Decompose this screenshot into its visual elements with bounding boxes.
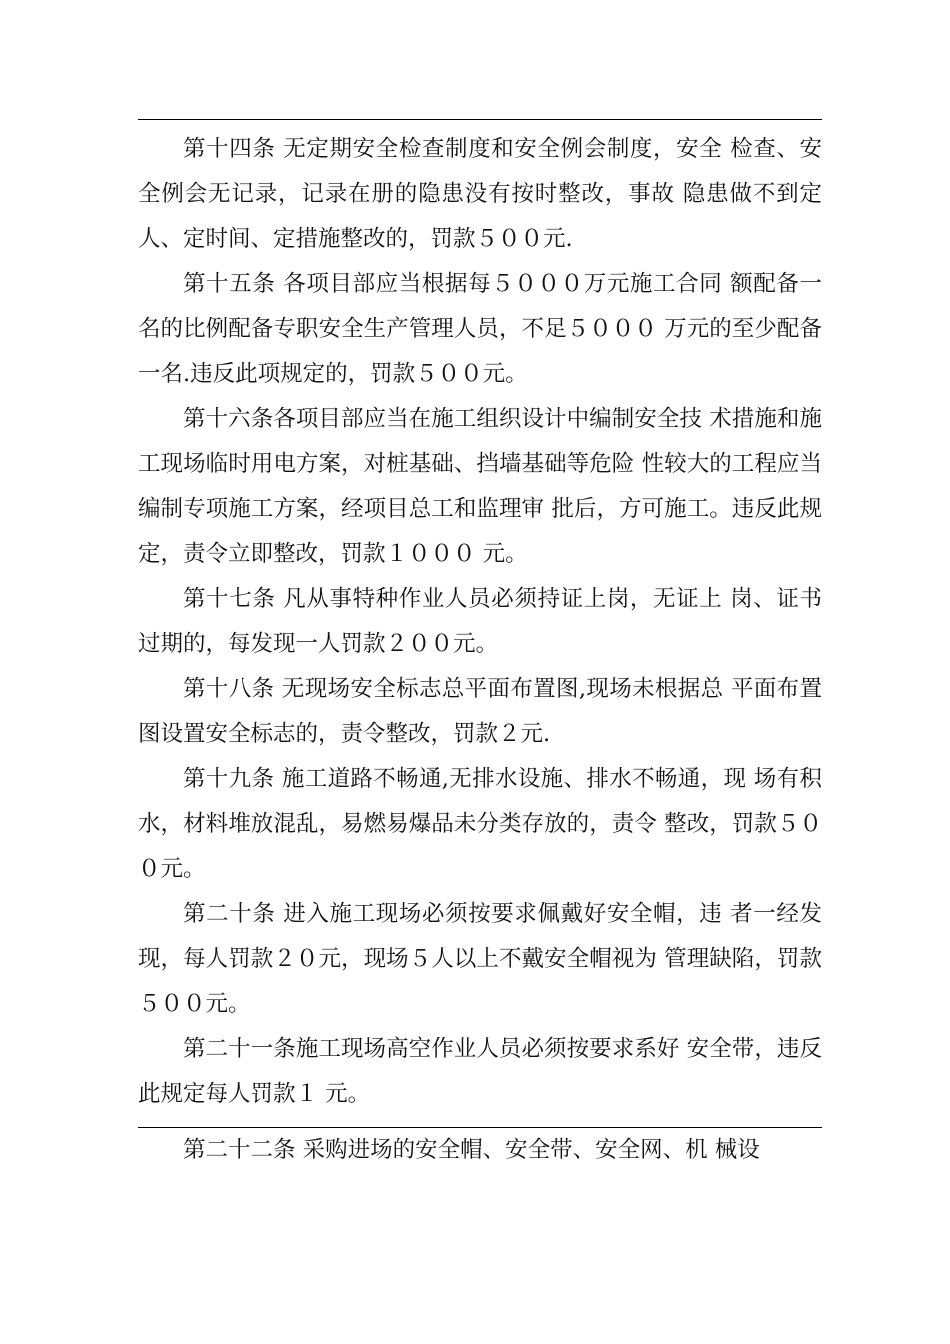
header-rule — [138, 119, 822, 120]
article-22: 第二十二条 采购进场的安全帽、安全带、安全网、机 械设 — [183, 1137, 760, 1163]
article-15: 第十五条 各项目部应当根据每５０００万元施工合同 额配备一名的比例配备专职安全生产管理人员，不足５０００ 万元的至少配备一名.违反此项规定的，罚款５００元。 — [138, 271, 822, 387]
article-16: 第十六条各项目部应当在施工组织设计中编制安全技 术措施和施工现场临时用电方案，对桩基础、挡墙基础等危险 性较大的工程应当编制专项施工方案，经项目总工和监理审 批后，方可施工。违反此规定，责令立即整改，罚款１０００ 元。 — [138, 406, 822, 567]
article-20: 第二十条 进入施工现场必须按要求佩戴好安全帽，违 者一经发现，每人罚款２０元，现场５人以上不戴安全帽视为 管理缺陷，罚款５００元。 — [138, 901, 822, 1017]
document-body — [138, 127, 822, 1173]
article-17: 第十七条 凡从事特种作业人员必须持证上岗，无证上 岗、证书过期的，每发现一人罚款２００元。 — [138, 586, 822, 657]
article-19: 第十九条 施工道路不畅通,无排水设施、排水不畅通，现 场有积水，材料堆放混乱，易燃易爆品未分类存放的，责令 整改，罚款５００元。 — [138, 766, 822, 882]
page-break-rule — [138, 1127, 822, 1128]
article-21: 第二十一条施工现场高空作业人员必须按要求系好 安全带，违反此规定每人罚款１ 元。 — [138, 1036, 822, 1107]
article-18: 第十八条 无现场安全标志总平面布置图,现场未根据总 平面布置图设置安全标志的，责令整改，罚款２元. — [138, 676, 822, 747]
article-14: 第十四条 无定期安全检查制度和安全例会制度，安全 检查、安全例会无记录，记录在册的隐患没有按时整改，事故 隐患做不到定人、定时间、定措施整改的，罚款５００元. — [138, 136, 822, 252]
